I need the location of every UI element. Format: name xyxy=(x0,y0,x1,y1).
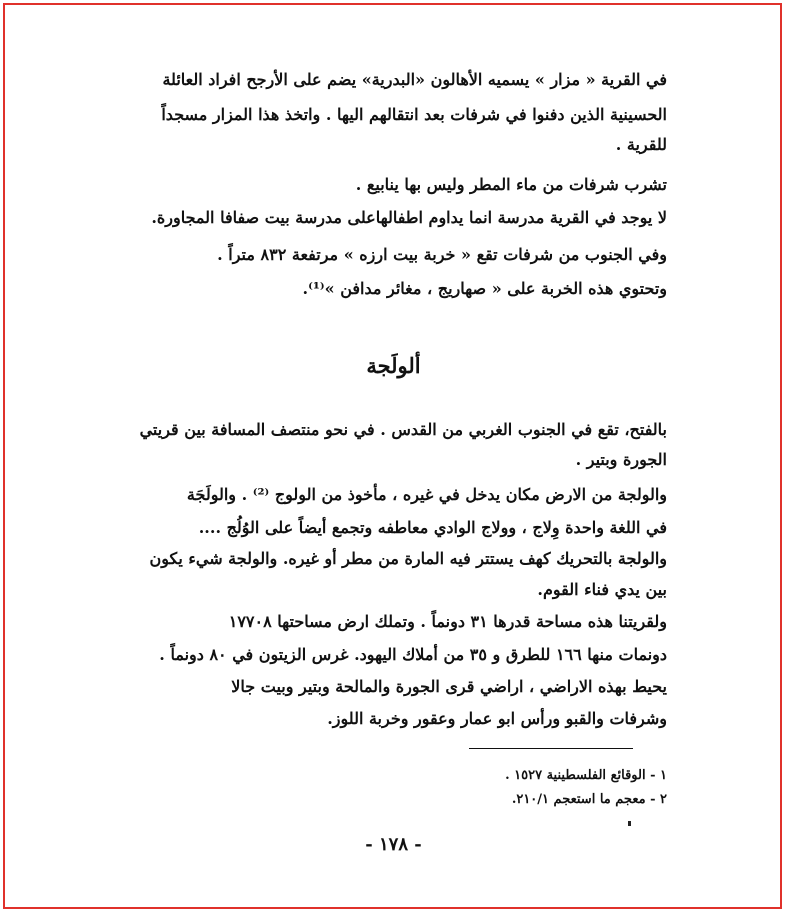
text-line-16: يحيط بهذه الاراضي ، اراضي قرى الجورة والمالحة وبتير وبيت جالا xyxy=(231,677,667,696)
footnote-2: ٢ - معجم ما استعجم ٢١٠/١. xyxy=(511,792,667,807)
text-line-10: والولجة من الارض مكان يدخل في غيره ، مأخوذ من الولوج ⁽²⁾ . والولَجَة xyxy=(186,485,667,504)
text-line-12: والولجة بالتحريك كهف يستتر فيه المارة من مطر أو غيره. والولجة شيء يكون xyxy=(149,549,667,568)
text-line-5: لا يوجد في القرية مدرسة انما يداوم اطفالهاعلى مدرسة بيت صفافا المجاورة. xyxy=(151,208,667,227)
text-line-2: الحسينية الذين دفنوا في شرفات بعد انتقالهم اليها . واتخذ هذا المزار مسجداً xyxy=(161,105,667,124)
page-number: - ١٧٨ - xyxy=(365,834,422,855)
text-line-15: دونمات منها ١٦٦ للطرق و ٣٥ من أملاك اليهود. غرس الزيتون في ٨٠ دونماً . xyxy=(159,645,667,664)
text-line-1: في القرية « مزار » يسميه الأهالون «البدرية» يضم على الأرجح افراد العائلة xyxy=(162,70,667,89)
text-line-11: في اللغة واحدة وِلاج ، وولاج الوادي معاطفه وتجمع أيضاً على الوُلُج .... xyxy=(198,518,667,537)
text-line-4: تشرب شرفات من ماء المطر وليس بها ينابيع . xyxy=(355,175,667,194)
text-line-17: وشرفات والقبو ورأس ابو عمار وعقور وخربة اللوز. xyxy=(327,709,667,728)
scan-speck xyxy=(628,821,631,826)
footnote-divider xyxy=(469,748,633,749)
text-line-9: الجورة وبتير . xyxy=(575,450,667,469)
footnote-1: ١ - الوقائع الفلسطينية ١٥٢٧ . xyxy=(505,768,667,783)
text-line-8: بالفتح، تقع في الجنوب الغربي من القدس . في نحو منتصف المسافة بين قريتي xyxy=(139,420,667,439)
text-line-6: وفي الجنوب من شرفات تقع « خربة بيت ارزه » مرتفعة ٨٣٢ متراً . xyxy=(217,245,667,264)
text-line-7: وتحتوي هذه الخربة على « صهاريج ، مغائر مدافن »⁽¹⁾. xyxy=(302,279,667,298)
text-line-13: بين يدي فناء القوم. xyxy=(537,580,667,599)
text-line-14: ولقريتنا هذه مساحة قدرها ٣١ دونماً . وتملك ارض مساحتها ١٧٧٠٨ xyxy=(228,612,667,631)
text-line-3: للقرية . xyxy=(615,135,667,154)
section-heading: ألولَجة xyxy=(366,353,421,378)
